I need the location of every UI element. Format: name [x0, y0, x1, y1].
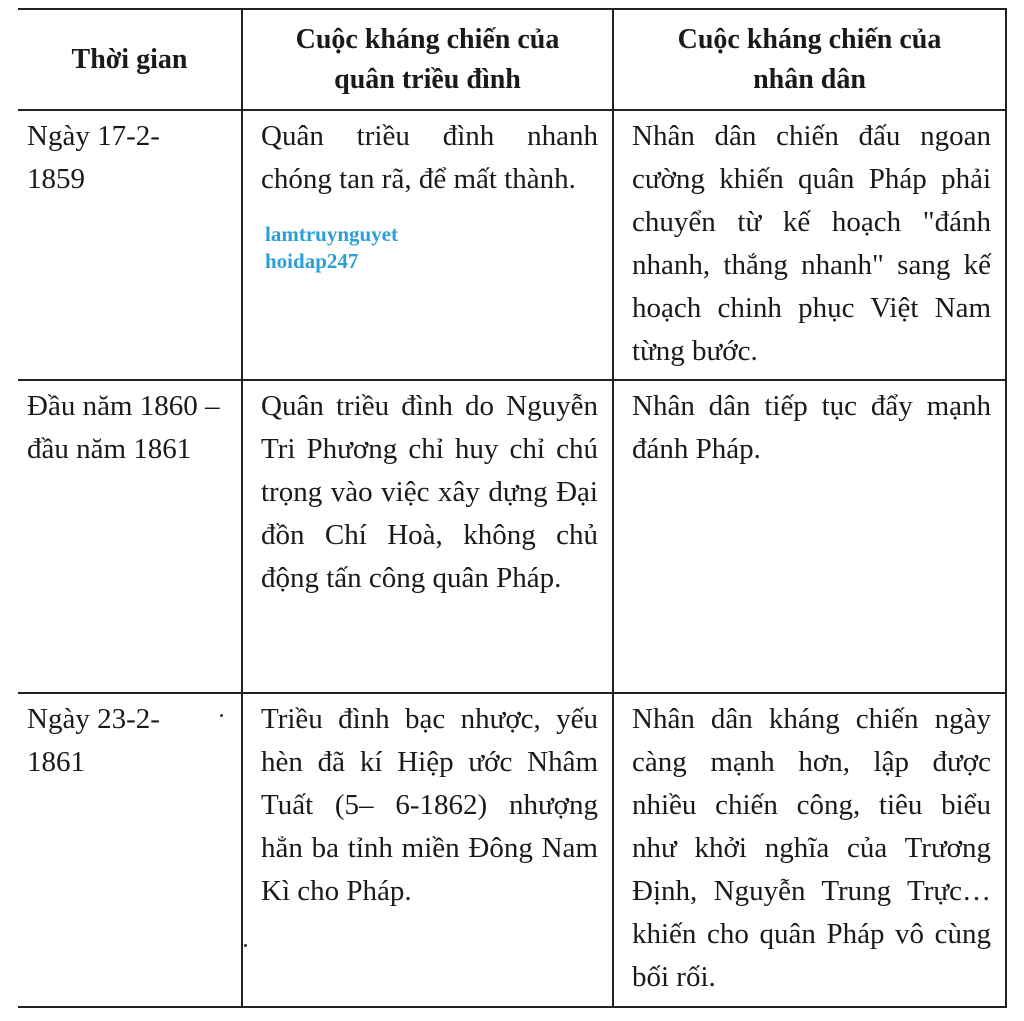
history-table — [18, 8, 1007, 1008]
time-text: Ngày 17-2-1859 — [27, 120, 160, 195]
court-cell — [242, 380, 613, 693]
table-row — [18, 693, 1006, 1007]
court-text: Triều đình bạc nhược, yếu hèn đã kí Hiệp ước Nhâm Tuất (5– 6-1862) nhượng hẳn ba tỉnh miền Đông Nam Kì cho Pháp. — [261, 703, 598, 907]
court-text: Quân triều đình do Nguyễn Tri Phương chỉ huy chỉ chú trọng vào việc xây dựng Đại đồn Chí Hoà, không chủ động tấn công quân Pháp. — [261, 390, 598, 594]
watermark — [247, 221, 612, 275]
court-text: Quân triều đình nhanh chóng tan rã, để mất thành. — [261, 120, 598, 195]
people-text: Nhân dân kháng chiến ngày càng mạnh hơn, lập được nhiều chiến công, tiêu biểu như khởi nghĩa của Trương Định, Nguyễn Trung Trực… khiến cho quân Pháp vô cùng bối rối. — [632, 703, 991, 993]
people-cell — [613, 693, 1006, 1007]
header-time — [18, 9, 242, 110]
header-people-label: Cuộc kháng chiến của nhân dân — [677, 23, 942, 95]
table-row — [18, 380, 1006, 693]
time-text: Đầu năm 1860 – đầu năm 1861 — [27, 390, 220, 465]
people-cell — [613, 110, 1006, 380]
table-row — [18, 110, 1006, 380]
people-text: Nhân dân chiến đấu ngoan cường khiến quân Pháp phải chuyển từ kế hoạch "đánh nhanh, thắng nhanh" sang kế hoạch chinh phục Việt Nam từng bước. — [632, 120, 991, 367]
time-cell — [18, 110, 242, 380]
people-cell — [613, 380, 1006, 693]
watermark-line-2: hoidap247 — [265, 249, 359, 273]
time-cell — [18, 380, 242, 693]
header-people — [613, 9, 1006, 110]
header-court-label: Cuộc kháng chiến của quân triều đình — [295, 23, 560, 95]
header-court — [242, 9, 613, 110]
header-time-label: Thời gian — [71, 43, 188, 75]
people-text: Nhân dân tiếp tục đẩy mạnh đánh Pháp. — [632, 390, 991, 465]
time-cell — [18, 693, 242, 1007]
watermark-line-1: lamtruynguyet — [265, 222, 398, 246]
header-row — [18, 9, 1006, 110]
court-cell — [242, 693, 613, 1007]
scan-speck — [220, 714, 223, 717]
court-cell — [242, 110, 613, 380]
scan-speck — [244, 944, 247, 947]
time-text: Ngày 23-2-1861 — [27, 703, 160, 778]
